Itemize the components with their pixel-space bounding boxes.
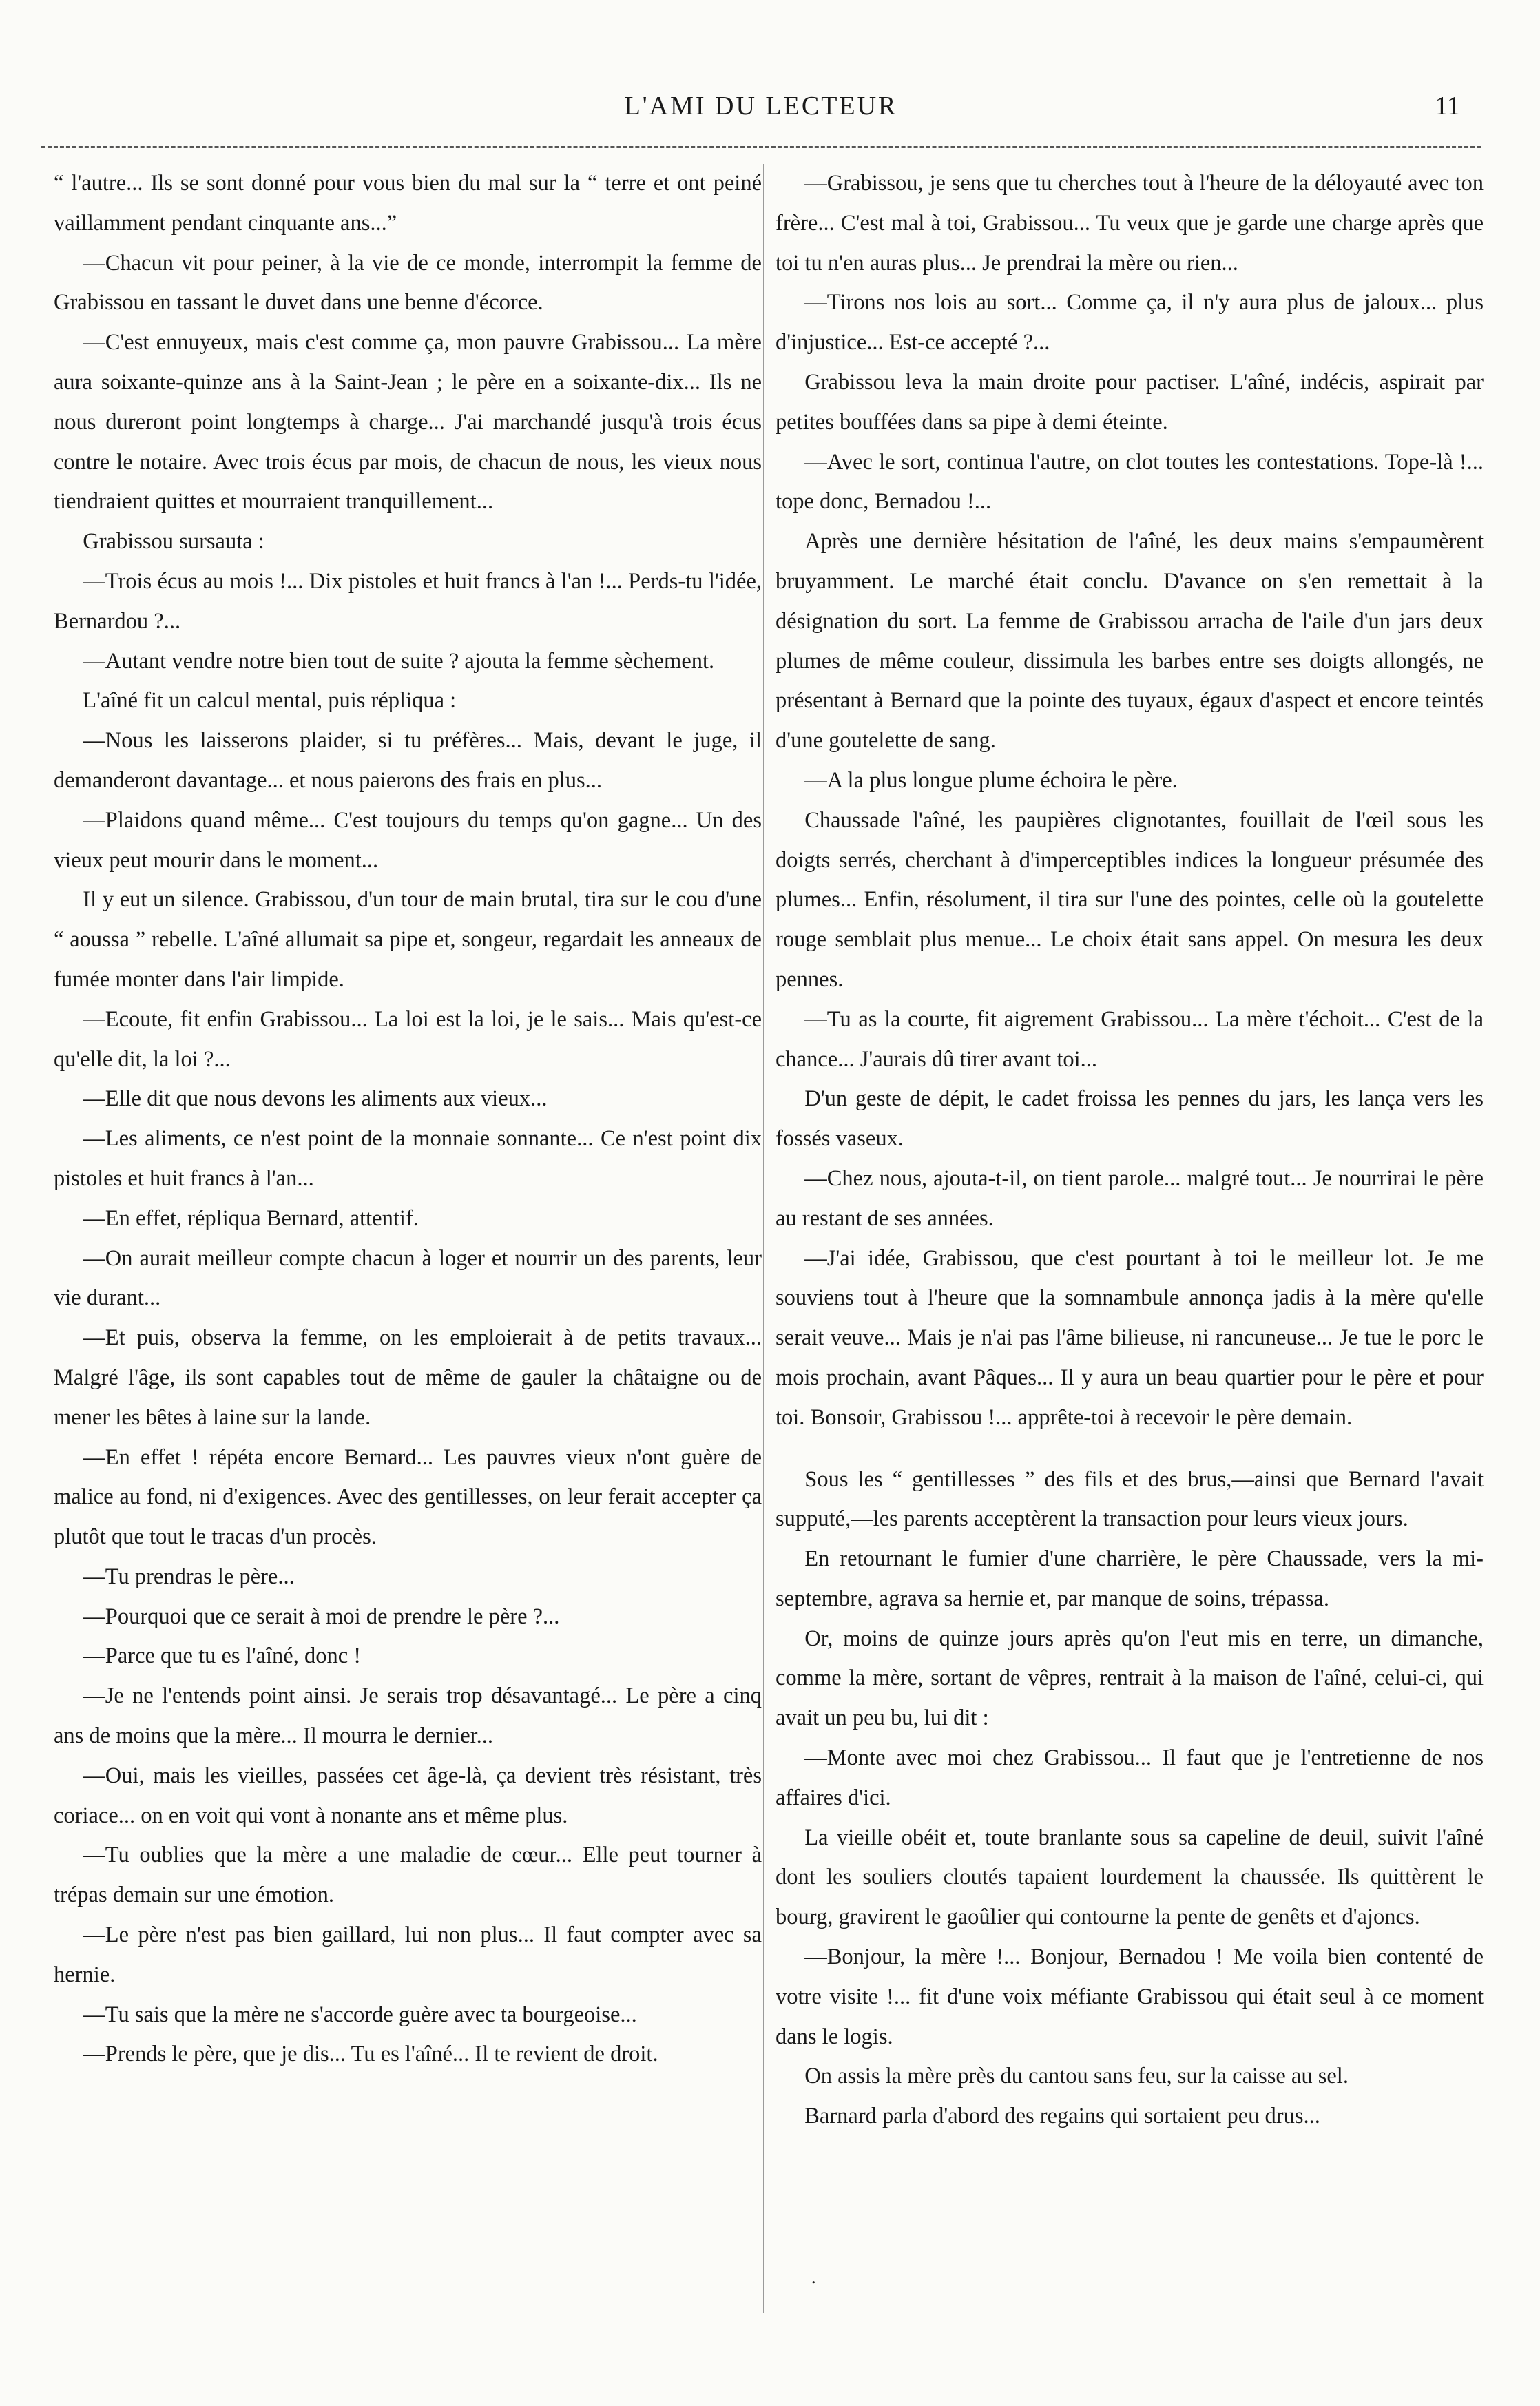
paragraph: L'aîné fit un calcul mental, puis répliqua :	[83, 688, 457, 714]
paragraph: —Parce que tu es l'aîné, donc !	[83, 1643, 362, 1669]
paragraph: —J'ai idée, Grabissou, que c'est pourtant à toi le meilleur lot. Je me souviens tout à l'heure que la somnambule annonça jadis à la mère qu'elle serait veuve... Mais je n'ai pas l'âme bilieuse, ni rancuneuse... Je tue le porc le mois prochain, avant Pâques... Il y aura un beau quartier pour le père et pour toi. Bonsoir, Grabissou !... apprête-toi à recevoir le père demain.	[776, 1245, 1484, 1430]
paragraph: —Autant vendre notre bien tout de suite ? ajouta la femme sèchement.	[83, 648, 715, 674]
paragraph: —Chez nous, ajouta-t-il, on tient parole... malgré tout... Je nourrirai le père au restant de ses années.	[776, 1165, 1484, 1231]
paragraph: —En effet ! répéta encore Bernard... Les pauvres vieux n'ont guère de malice au fond, ni d'exigences. Avec des gentillesses, on leur ferait accepter ça plutôt que tout le tracas d'un procès.	[54, 1444, 762, 1550]
paragraph: —Le père n'est pas bien gaillard, lui non plus... Il faut compter avec sa hernie.	[54, 1922, 762, 1987]
paragraph: —Plaidons quand même... C'est toujours du temps qu'on gagne... Un des vieux peut mourir dans le moment...	[54, 807, 762, 873]
paragraph: —Je ne l'entends point ainsi. Je serais trop désavantagé... Le père a cinq ans de moins que la mère... Il mourra le dernier...	[54, 1683, 762, 1749]
paragraph: D'un geste de dépit, le cadet froissa les pennes du jars, les lança vers les fossés vaseux.	[776, 1086, 1484, 1152]
paragraph: —Chacun vit pour peiner, à la vie de ce monde, interrompit la femme de Grabissou en tassant le duvet dans une benne d'écorce.	[54, 250, 762, 315]
left-column	[54, 164, 762, 2075]
paragraph: Il y eut un silence. Grabissou, d'un tour de main brutal, tira sur le cou d'une “ aoussa ” rebelle. L'aîné allumait sa pipe et, songeur, regardait les anneaux de fumée monter dans l'air limpide.	[54, 887, 762, 992]
paragraph: Or, moins de quinze jours après qu'on l'eut mis en terre, un dimanche, comme la mère, sortant de vêpres, rentrait à la maison de l'aîné, celui-ci, qui avait un peu bu, lui dit :	[776, 1626, 1484, 1731]
paragraph: Sous les “ gentillesses ” des fils et des brus,—ainsi que Bernard l'avait supputé,—les parents acceptèrent la transaction pour leurs vieux jours.	[776, 1466, 1484, 1532]
bottom-mark: .	[811, 2268, 816, 2288]
paragraph: —Grabissou, je sens que tu cherches tout à l'heure de la déloyauté avec ton frère... C'est mal à toi, Grabissou... Tu veux que je garde une charge après que toi tu n'en auras plus... Je prendrai la mère ou rien...	[776, 171, 1484, 276]
column-rule	[763, 164, 764, 2313]
paragraph: —Tu oublies que la mère a une maladie de cœur... Elle peut tourner à trépas demain sur une émotion.	[54, 1843, 762, 1908]
paragraph: En retournant le fumier d'une charrière, le père Chaussade, vers la mi-septembre, agrava sa hernie et, par manque de soins, trépassa.	[776, 1546, 1484, 1611]
paragraph: —Les aliments, ce n'est point de la monnaie sonnante... Ce n'est point dix pistoles et huit francs à l'an...	[54, 1126, 762, 1191]
paragraph: —Ecoute, fit enfin Grabissou... La loi est la loi, je le sais... Mais qu'est-ce qu'elle dit, la loi ?...	[54, 1006, 762, 1072]
paragraph: Chaussade l'aîné, les paupières clignotantes, fouillait de l'œil sous les doigts serrés, cherchant à d'imperceptibles indices la longueur présumée des plumes... Enfin, résolument, il tira sur l'une des pointes, celle où la goutelette rouge semblait plus menue... Le choix était sans appel. On mesura les deux pennes.	[776, 807, 1484, 992]
right-column	[776, 164, 1484, 2137]
paragraph: —En effet, répliqua Bernard, attentif.	[83, 1205, 419, 1231]
paragraph: Barnard parla d'abord des regains qui sortaient peu drus...	[804, 2104, 1320, 2129]
paragraph: —Et puis, observa la femme, on les emploierait à de petits travaux... Malgré l'âge, ils sont capables tout de même de gauler la châtaigne ou de mener les bêtes à laine sur la lande.	[54, 1325, 762, 1430]
paragraph: —Oui, mais les vieilles, passées cet âge-là, ça devient très résistant, très coriace... on en voit qui vont à nonante ans et même plus.	[54, 1763, 762, 1828]
paragraph: —Nous les laisserons plaider, si tu préfères... Mais, devant le juge, il demanderont davantage... et nous paierons des frais en plus...	[54, 728, 762, 793]
paragraph: —Avec le sort, continua l'autre, on clot toutes les contestations. Tope-là !... tope donc, Bernadou !...	[776, 449, 1484, 515]
paragraph: La vieille obéit et, toute branlante sous sa capeline de deuil, suivit l'aîné dont les souliers cloutés tapaient lourdement la chaussée. Ils quittèrent le bourg, gravirent le gaoûlier qui contourne la pente de genêts et d'ajoncs.	[776, 1825, 1484, 1930]
page-number: 11	[1435, 92, 1460, 121]
paragraph: —Trois écus au mois !... Dix pistoles et huit francs à l'an !... Perds-tu l'idée, Bernardou ?...	[54, 568, 762, 634]
paragraph: “ l'autre... Ils se sont donné pour vous bien du mal sur la “ terre et ont peiné vaillamment pendant cinquante ans...”	[54, 171, 762, 236]
paragraph: —On aurait meilleur compte chacun à loger et nourrir un des parents, leur vie durant...	[54, 1245, 762, 1311]
paragraph: —Tu prendras le père...	[83, 1564, 295, 1589]
paragraph: Grabissou sursauta :	[83, 529, 264, 554]
paragraph: —Monte avec moi chez Grabissou... Il faut que je l'entretienne de nos affaires d'ici.	[776, 1745, 1484, 1810]
paragraph: On assis la mère près du cantou sans feu, sur la caisse au sel.	[804, 2064, 1349, 2089]
paragraph: —Elle dit que nous devons les aliments aux vieux...	[83, 1086, 548, 1112]
page-header	[41, 81, 1481, 136]
paragraph: —C'est ennuyeux, mais c'est comme ça, mon pauvre Grabissou... La mère aura soixante-quinze ans à la Saint-Jean ; le père en a soixante-dix... Ils ne nous dureront point longtemps à charge... J'ai marchandé jusqu'à trois écus contre le notaire. Avec trois écus par mois, de chacun de nous, les vieux nous tiendraient quittes et mourraient tranquillement...	[54, 330, 762, 515]
paragraph: —Tu as la courte, fit aigrement Grabissou... La mère t'échoit... C'est de la chance... J'aurais dû tirer avant toi...	[776, 1006, 1484, 1072]
paragraph: —Pourquoi que ce serait à moi de prendre le père ?...	[83, 1604, 560, 1629]
paragraph: —Bonjour, la mère !... Bonjour, Bernadou ! Me voila bien contenté de votre visite !... fit d'une voix méfiante Grabissou qui était seul à ce moment dans le logis.	[776, 1944, 1484, 2049]
paragraph: —Tu sais que la mère ne s'accorde guère avec ta bourgeoise...	[83, 2002, 637, 2027]
paragraph: —A la plus longue plume échoira le père.	[804, 767, 1178, 793]
paragraph: —Tirons nos lois au sort... Comme ça, il n'y aura plus de jaloux... plus d'injustice... Est-ce accepté ?...	[776, 290, 1484, 355]
paragraph: —Prends le père, que je dis... Tu es l'aîné... Il te revient de droit.	[83, 2042, 658, 2067]
paragraph: Après une dernière hésitation de l'aîné, les deux mains s'empaumèrent bruyamment. Le marché était conclu. D'avance on s'en remettait à la désignation du sort. La femme de Grabissou arracha de l'aile d'un jars deux plumes de même couleur, dissimula les barbes entre ses doigts allongés, ne présentant à Bernard que la pointe des tuyaux, égaux d'aspect et encore teintés d'une goutelette de sang.	[776, 529, 1484, 754]
running-title: L'AMI DU LECTEUR	[624, 92, 898, 121]
header-rule	[41, 146, 1481, 148]
paragraph: Grabissou leva la main droite pour pactiser. L'aîné, indécis, aspirait par petites bouffées dans sa pipe à demi éteinte.	[776, 369, 1484, 435]
